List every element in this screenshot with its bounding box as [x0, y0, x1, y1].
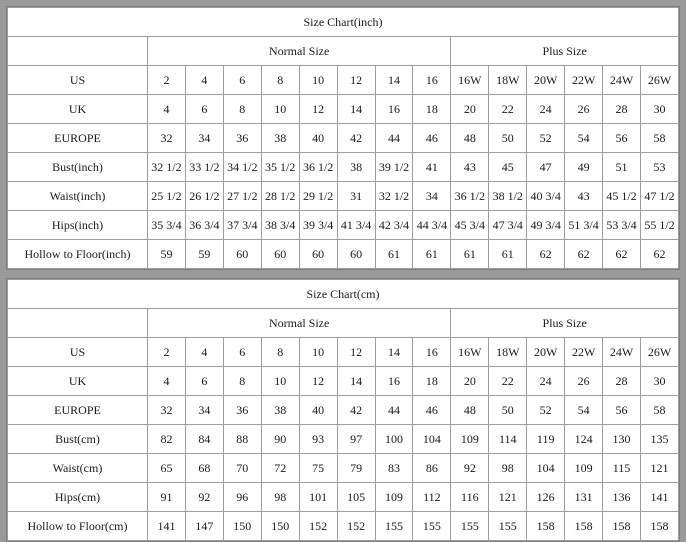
cell: 45 3/4 [451, 211, 489, 240]
cell: 150 [223, 512, 261, 541]
cell: 109 [375, 483, 413, 512]
row-label: US [8, 338, 148, 367]
cell: 58 [640, 396, 678, 425]
cell: 150 [261, 512, 299, 541]
cell: 12 [337, 66, 375, 95]
cell: 79 [337, 454, 375, 483]
cell: 32 [148, 124, 186, 153]
cell: 6 [223, 66, 261, 95]
cell: 51 [603, 153, 641, 182]
cell: 10 [261, 95, 299, 124]
cell: 124 [565, 425, 603, 454]
cell: 16 [413, 66, 451, 95]
cell: 158 [565, 512, 603, 541]
cell: 54 [565, 124, 603, 153]
cell: 35 3/4 [148, 211, 186, 240]
size-chart-inch-table [7, 7, 679, 269]
cell: 18 [413, 367, 451, 396]
cell: 41 [413, 153, 451, 182]
table-row [8, 124, 679, 153]
table-row [8, 338, 679, 367]
cell: 36 [223, 124, 261, 153]
table-row [8, 66, 679, 95]
table-row [8, 367, 679, 396]
cell: 43 [565, 182, 603, 211]
cell: 18 [413, 95, 451, 124]
row-label: Waist(cm) [8, 454, 148, 483]
cell: 38 [261, 124, 299, 153]
cell: 32 1/2 [148, 153, 186, 182]
cell: 20 [451, 95, 489, 124]
cell: 29 1/2 [299, 182, 337, 211]
table-row [8, 483, 679, 512]
cell: 28 [603, 95, 641, 124]
cell: 58 [640, 124, 678, 153]
cell: 31 [337, 182, 375, 211]
cell: 22 [489, 95, 527, 124]
cell: 155 [413, 512, 451, 541]
cell: 51 3/4 [565, 211, 603, 240]
cell: 2 [148, 338, 186, 367]
cell: 22W [565, 338, 603, 367]
cell: 158 [603, 512, 641, 541]
row-label: Hollow to Floor(inch) [8, 240, 148, 269]
cell: 8 [223, 367, 261, 396]
cell: 38 [261, 396, 299, 425]
cell: 65 [148, 454, 186, 483]
cell: 6 [185, 95, 223, 124]
cell: 14 [337, 367, 375, 396]
cell: 36 [223, 396, 261, 425]
cell: 26W [640, 66, 678, 95]
cell: 25 1/2 [148, 182, 186, 211]
cell: 6 [185, 367, 223, 396]
row-label: Hollow to Floor(cm) [8, 512, 148, 541]
cell: 35 1/2 [261, 153, 299, 182]
table-title-row [8, 8, 679, 37]
cell: 62 [527, 240, 565, 269]
cell: 56 [603, 124, 641, 153]
cell: 90 [261, 425, 299, 454]
cell: 83 [375, 454, 413, 483]
cell: 82 [148, 425, 186, 454]
cell: 27 1/2 [223, 182, 261, 211]
cell: 48 [451, 396, 489, 425]
group-header-plus: Plus Size [451, 309, 679, 338]
cell: 34 1/2 [223, 153, 261, 182]
cell: 12 [337, 338, 375, 367]
cell: 141 [640, 483, 678, 512]
table-row [8, 425, 679, 454]
cell: 84 [185, 425, 223, 454]
cell: 105 [337, 483, 375, 512]
cell: 50 [489, 396, 527, 425]
cell: 45 [489, 153, 527, 182]
cell: 38 3/4 [261, 211, 299, 240]
cell: 20 [451, 367, 489, 396]
table-row [8, 240, 679, 269]
table-row [8, 182, 679, 211]
cell: 10 [299, 66, 337, 95]
cell: 42 3/4 [375, 211, 413, 240]
cell: 92 [185, 483, 223, 512]
cell: 24 [527, 367, 565, 396]
chart-title: Size Chart(inch) [8, 8, 679, 37]
cell: 20W [527, 338, 565, 367]
cell: 37 3/4 [223, 211, 261, 240]
cell: 42 [337, 396, 375, 425]
cell: 26 [565, 95, 603, 124]
cell: 59 [185, 240, 223, 269]
cell: 135 [640, 425, 678, 454]
cell: 56 [603, 396, 641, 425]
row-label: US [8, 66, 148, 95]
cell: 49 [565, 153, 603, 182]
cell: 88 [223, 425, 261, 454]
row-label: Hips(cm) [8, 483, 148, 512]
size-chart-cm-table [7, 279, 679, 541]
table-row [8, 211, 679, 240]
cell: 4 [148, 367, 186, 396]
cell: 44 [375, 396, 413, 425]
cell: 22W [565, 66, 603, 95]
cell: 60 [299, 240, 337, 269]
cell: 47 [527, 153, 565, 182]
cell: 52 [527, 396, 565, 425]
cell: 44 [375, 124, 413, 153]
cell: 48 [451, 124, 489, 153]
cell: 24 [527, 95, 565, 124]
cell: 53 [640, 153, 678, 182]
cell: 39 3/4 [299, 211, 337, 240]
cell: 158 [640, 512, 678, 541]
cell: 155 [451, 512, 489, 541]
row-label: EUROPE [8, 124, 148, 153]
cell: 2 [148, 66, 186, 95]
cell: 16 [413, 338, 451, 367]
cell: 12 [299, 95, 337, 124]
cell: 46 [413, 124, 451, 153]
cell: 101 [299, 483, 337, 512]
table-row [8, 153, 679, 182]
cell: 40 [299, 124, 337, 153]
cell: 62 [603, 240, 641, 269]
cell: 86 [413, 454, 451, 483]
cell: 42 [337, 124, 375, 153]
table-row [8, 396, 679, 425]
cell: 114 [489, 425, 527, 454]
cell: 61 [451, 240, 489, 269]
chart-title: Size Chart(cm) [8, 280, 679, 309]
cell: 98 [489, 454, 527, 483]
cell: 16 [375, 95, 413, 124]
cell: 36 3/4 [185, 211, 223, 240]
cell: 26W [640, 338, 678, 367]
cell: 26 1/2 [185, 182, 223, 211]
cell: 75 [299, 454, 337, 483]
cell: 49 3/4 [527, 211, 565, 240]
cell: 60 [337, 240, 375, 269]
cell: 45 1/2 [603, 182, 641, 211]
cell: 116 [451, 483, 489, 512]
cell: 14 [375, 338, 413, 367]
cell: 24W [603, 338, 641, 367]
cell: 61 [375, 240, 413, 269]
cell: 92 [451, 454, 489, 483]
cell: 30 [640, 367, 678, 396]
cell: 47 3/4 [489, 211, 527, 240]
cell: 8 [261, 66, 299, 95]
cell: 112 [413, 483, 451, 512]
row-label: Hips(inch) [8, 211, 148, 240]
cell: 30 [640, 95, 678, 124]
cell: 54 [565, 396, 603, 425]
row-label: Waist(inch) [8, 182, 148, 211]
cell: 97 [337, 425, 375, 454]
cell: 115 [603, 454, 641, 483]
cell: 109 [451, 425, 489, 454]
row-label: UK [8, 95, 148, 124]
cell: 53 3/4 [603, 211, 641, 240]
cell: 16W [451, 66, 489, 95]
cell: 16W [451, 338, 489, 367]
corner-cell [8, 309, 148, 338]
cell: 61 [489, 240, 527, 269]
cell: 33 1/2 [185, 153, 223, 182]
cell: 50 [489, 124, 527, 153]
cell: 121 [640, 454, 678, 483]
cell: 22 [489, 367, 527, 396]
cell: 24W [603, 66, 641, 95]
cell: 38 [337, 153, 375, 182]
cell: 68 [185, 454, 223, 483]
table-group-row [8, 37, 679, 66]
cell: 96 [223, 483, 261, 512]
cell: 70 [223, 454, 261, 483]
cell: 28 [603, 367, 641, 396]
cell: 46 [413, 396, 451, 425]
cell: 109 [565, 454, 603, 483]
cell: 62 [565, 240, 603, 269]
cell: 147 [185, 512, 223, 541]
cell: 39 1/2 [375, 153, 413, 182]
cell: 20W [527, 66, 565, 95]
cell: 152 [299, 512, 337, 541]
cell: 155 [489, 512, 527, 541]
cell: 59 [148, 240, 186, 269]
cell: 104 [413, 425, 451, 454]
row-label: UK [8, 367, 148, 396]
cell: 34 [413, 182, 451, 211]
cell: 8 [223, 95, 261, 124]
cell: 52 [527, 124, 565, 153]
corner-cell [8, 37, 148, 66]
cell: 131 [565, 483, 603, 512]
cell: 121 [489, 483, 527, 512]
row-label: EUROPE [8, 396, 148, 425]
cell: 12 [299, 367, 337, 396]
cell: 100 [375, 425, 413, 454]
cell: 104 [527, 454, 565, 483]
cell: 14 [337, 95, 375, 124]
cell: 14 [375, 66, 413, 95]
cell: 43 [451, 153, 489, 182]
table-group-row [8, 309, 679, 338]
cell: 60 [261, 240, 299, 269]
cell: 62 [640, 240, 678, 269]
cell: 40 [299, 396, 337, 425]
cell: 93 [299, 425, 337, 454]
cell: 44 3/4 [413, 211, 451, 240]
cell: 119 [527, 425, 565, 454]
size-chart-cm [6, 278, 680, 542]
cell: 136 [603, 483, 641, 512]
cell: 32 [148, 396, 186, 425]
cell: 130 [603, 425, 641, 454]
cell: 60 [223, 240, 261, 269]
cell: 26 [565, 367, 603, 396]
group-header-plus: Plus Size [451, 37, 679, 66]
cell: 28 1/2 [261, 182, 299, 211]
table-title-row [8, 280, 679, 309]
cell: 155 [375, 512, 413, 541]
cell: 18W [489, 66, 527, 95]
row-label: Bust(inch) [8, 153, 148, 182]
group-header-normal: Normal Size [148, 309, 451, 338]
cell: 36 1/2 [451, 182, 489, 211]
cell: 61 [413, 240, 451, 269]
cell: 55 1/2 [640, 211, 678, 240]
cell: 4 [185, 338, 223, 367]
cell: 10 [261, 367, 299, 396]
size-chart-inch [6, 6, 680, 270]
table-row [8, 512, 679, 541]
cell: 98 [261, 483, 299, 512]
cell: 40 3/4 [527, 182, 565, 211]
cell: 6 [223, 338, 261, 367]
cell: 91 [148, 483, 186, 512]
group-header-normal: Normal Size [148, 37, 451, 66]
cell: 36 1/2 [299, 153, 337, 182]
cell: 72 [261, 454, 299, 483]
cell: 141 [148, 512, 186, 541]
cell: 158 [527, 512, 565, 541]
table-row [8, 95, 679, 124]
cell: 32 1/2 [375, 182, 413, 211]
cell: 16 [375, 367, 413, 396]
cell: 34 [185, 396, 223, 425]
row-label: Bust(cm) [8, 425, 148, 454]
cell: 18W [489, 338, 527, 367]
cell: 10 [299, 338, 337, 367]
cell: 34 [185, 124, 223, 153]
cell: 152 [337, 512, 375, 541]
cell: 4 [148, 95, 186, 124]
cell: 8 [261, 338, 299, 367]
cell: 41 3/4 [337, 211, 375, 240]
cell: 4 [185, 66, 223, 95]
cell: 47 1/2 [640, 182, 678, 211]
cell: 38 1/2 [489, 182, 527, 211]
cell: 126 [527, 483, 565, 512]
table-row [8, 454, 679, 483]
